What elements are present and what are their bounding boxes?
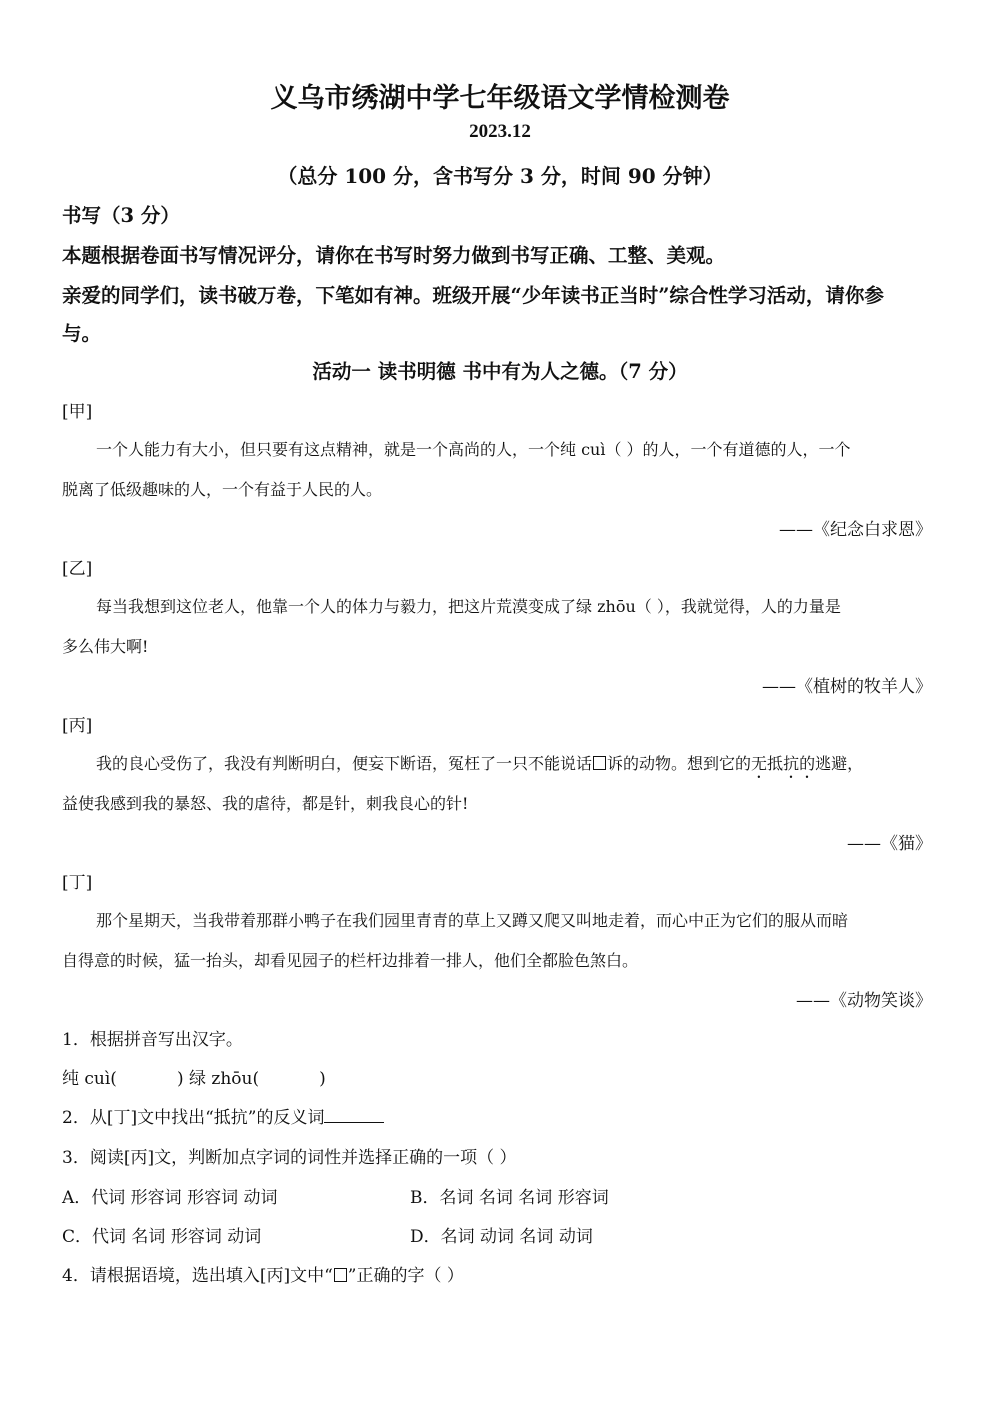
passage-label-ding: [丁]: [62, 873, 93, 893]
passage-label-jia: [甲]: [62, 402, 93, 422]
passage-ding-line-1: 那个星期天，当我带着那群小鸭子在我们园里青青的草上又蹲又爬又叫地走着，而心中正为它们的服从而暗: [96, 911, 849, 930]
dotted-char-3: 的: [799, 754, 816, 773]
question-1: 1．根据拼音写出汉字。: [62, 1030, 243, 1050]
dotted-char-1: 无: [751, 754, 768, 773]
passage-yi-source: ——《植树的牧羊人》: [762, 677, 932, 697]
passage-jia-line-1: 一个人能力有大小，但只要有这点精神，就是一个高尚的人，一个纯 cuì（ ）的人，一个有道德的人，一个: [96, 440, 851, 459]
bing-text-c: 抵: [767, 754, 784, 773]
passage-bing-line-1: [96, 751, 863, 782]
q2-answer-blank[interactable]: [324, 1108, 384, 1123]
passage-label-bing: [丙]: [62, 716, 93, 736]
q1-answer-b: ) 绿 zhōu(: [176, 1069, 260, 1089]
q4-text-b: ”正确的字（ ）: [347, 1266, 464, 1286]
option-c[interactable]: C．代词 名词 形容词 动词: [62, 1227, 262, 1247]
score-info: （总分 100 分，含书写分 3 分，时间 90 分钟）: [277, 164, 723, 188]
bing-text-b: 诉的动物。想到它的: [607, 754, 752, 773]
intro-line-1: 亲爱的同学们，读书破万卷，下笔如有神。班级开展“少年读书正当时”综合性学习活动，请你参: [62, 284, 884, 307]
passage-bing-line-2: 益使我感到我的暴怒、我的虐待，都是针，刺我良心的针!: [62, 794, 469, 813]
question-1-answer-line: [62, 1064, 326, 1089]
activity-title: 活动一 读书明德 书中有为人之德。（7 分）: [312, 360, 688, 383]
passage-yi-line-2: 多么伟大啊!: [62, 637, 149, 656]
blank-square-icon: [334, 1268, 347, 1282]
q4-text-a: 4．请根据语境，选出填入[丙]文中“: [62, 1266, 333, 1286]
passage-yi-line-1: 每当我想到这位老人，他靠一个人的体力与毅力，把这片荒漠变成了绿 zhōu（ ），我就觉得，人的力量是: [96, 597, 841, 616]
option-a[interactable]: A．代词 形容词 形容词 动词: [62, 1188, 278, 1208]
blank-square-icon: [593, 756, 606, 770]
passage-label-yi: [乙]: [62, 559, 93, 579]
question-4: [62, 1261, 464, 1286]
writing-heading: 书写（3 分）: [62, 204, 180, 227]
passage-bing-source: ——《猫》: [847, 834, 932, 854]
question-2: 2．从[丁]文中找出“抵抗”的反义词: [62, 1108, 325, 1128]
passage-ding-source: ——《动物笑谈》: [796, 991, 932, 1011]
writing-instruction: 本题根据卷面书写情况评分，请你在书写时努力做到书写正确、工整、美观。: [62, 244, 726, 267]
question-2-line: [62, 1103, 384, 1128]
option-d[interactable]: D．名词 动词 名词 动词: [410, 1227, 593, 1247]
intro-line-2: 与。: [62, 322, 102, 345]
passage-jia-line-2: 脱离了低级趣味的人，一个有益于人民的人。: [62, 480, 383, 499]
passage-ding-line-2: 自得意的时候，猛一抬头，却看见园子的栏杆边排着一排人，他们全都脸色煞白。: [62, 951, 639, 970]
bing-text-e: 逃避，: [815, 754, 864, 773]
question-3: 3．阅读[丙]文，判断加点字词的词性并选择正确的一项（ ）: [62, 1148, 517, 1168]
exam-date: 2023.12: [469, 121, 531, 142]
passage-jia-source: ——《纪念白求恩》: [779, 520, 932, 540]
q1-answer-a: 纯 cuì(: [62, 1069, 117, 1089]
exam-title: 义乌市绣湖中学七年级语文学情检测卷: [270, 83, 730, 114]
q1-answer-c: ): [319, 1069, 326, 1089]
bing-text-a: 我的良心受伤了，我没有判断明白，便妄下断语，冤枉了一只不能说话: [96, 754, 593, 773]
option-b[interactable]: B．名词 名词 名词 形容词: [410, 1188, 609, 1208]
dotted-char-2: 抗: [783, 754, 800, 773]
